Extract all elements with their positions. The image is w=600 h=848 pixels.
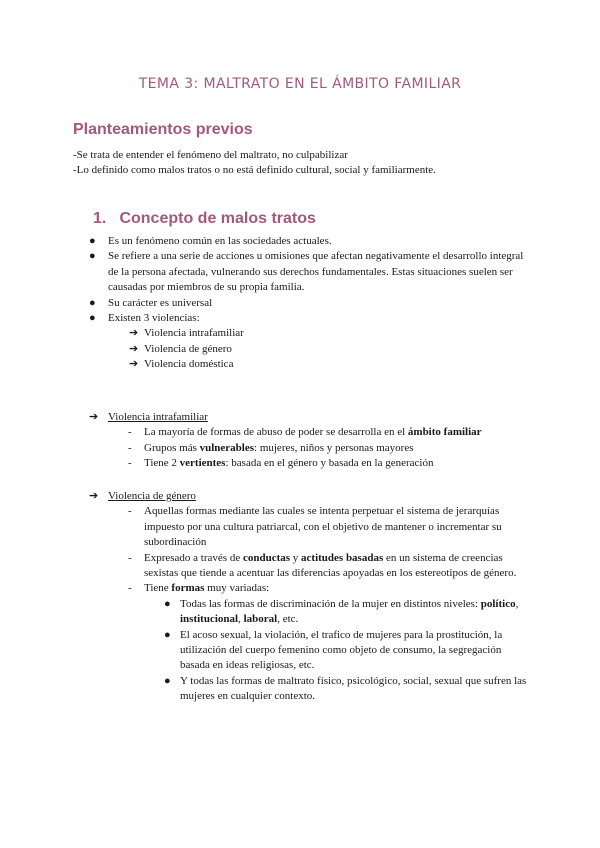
section-title: Concepto de malos tratos <box>119 210 316 227</box>
list-item: ➔ Violencia doméstica <box>85 357 530 372</box>
arrow-icon: ➔ <box>129 358 139 371</box>
intro-line: -Lo definido como malos tratos o no está definido cultural, social y familiarmente. <box>73 164 436 177</box>
arrow-icon: ➔ <box>129 327 139 340</box>
list-item: - La mayoría de formas de abuso de poder se desarrolla en el ámbito familiar <box>85 425 530 440</box>
bullet-icon: ● <box>164 628 171 641</box>
arrow-icon: ➔ <box>129 342 139 355</box>
list-item: - Grupos más vulnerables: mujeres, niños y personas mayores <box>85 441 530 456</box>
intrafamiliar-section <box>85 410 530 472</box>
list-item: - Tiene 2 vertientes: basada en el género y basada en la generación <box>85 456 530 471</box>
list-item: ● Y todas las formas de maltrato físico, psicológico, social, sexual que sufren las mujeres en cualquier contexto. <box>164 674 527 703</box>
list-item: ● Todas las formas de discriminación de la mujer en distintos niveles: político, institucional, laboral, etc. <box>164 597 519 626</box>
planteamientos-text <box>73 148 543 179</box>
list-item: ● Se refiere a una serie de acciones u omisiones que afectan negativamente el desarrollo integral de la persona afectada, vulnerando sus derechos fundamentales. Estas situaciones suelen ser causadas por miembros de su propia familia. <box>89 250 524 294</box>
bullet-icon: ● <box>89 312 96 325</box>
list-item: - Aquellas formas mediante las cuales se intenta perpetuar el sistema de jerarquías impuesto por una cultura patriarcal, con el objetivo de mantener o incrementar su subordinación <box>128 505 502 549</box>
intro-line: -Se trata de entender el fenómeno del maltrato, no culpabilizar <box>73 149 348 161</box>
genero-section <box>85 489 530 705</box>
list-item: ➔ Violencia de género <box>85 342 530 357</box>
list-item: - Tiene formas muy variadas: <box>85 581 530 596</box>
section-number: 1. <box>93 210 107 227</box>
dash-icon: - <box>128 441 132 454</box>
bullet-icon: ● <box>89 235 96 247</box>
dash-icon: - <box>128 582 132 595</box>
dash-icon: - <box>128 457 132 470</box>
dash-icon: - <box>128 505 132 518</box>
list-item: ● Su carácter es universal <box>85 296 530 311</box>
arrow-icon: ➔ <box>89 411 99 423</box>
concepto-list <box>85 234 530 373</box>
list-item: ➔ Violencia intrafamiliar <box>85 326 530 341</box>
list-item: ● El acoso sexual, la violación, el trafico de mujeres para la prostitución, la utilización del cuerpo femenino como objeto de consumo, la segregación basada en ideas religiosas, etc. <box>164 628 503 672</box>
list-item: ● Existen 3 violencias: <box>85 311 530 326</box>
bullet-icon: ● <box>164 597 171 610</box>
dash-icon: - <box>128 426 132 439</box>
dash-icon: - <box>128 551 132 564</box>
bullet-icon: ● <box>164 674 171 687</box>
genero-heading: ➔ Violencia de género <box>85 489 530 504</box>
list-item: ● Es un fenómeno común en las sociedades actuales. <box>85 234 530 249</box>
section-1-heading <box>93 211 316 226</box>
planteamientos-heading: Planteamientos previos <box>73 121 253 138</box>
arrow-icon: ➔ <box>89 490 99 502</box>
bullet-icon: ● <box>89 250 96 263</box>
intrafamiliar-heading: ➔ Violencia intrafamiliar <box>85 410 530 425</box>
list-item: - Expresado a través de conductas y actitudes basadas en un sistema de creencias sexistas que tiende a acentuar las diferencias apoyadas en los estereotipos de género. <box>128 551 517 580</box>
page-title: TEMA 3: MALTRATO EN EL ÁMBITO FAMILIAR <box>138 76 462 92</box>
bullet-icon: ● <box>89 296 96 309</box>
